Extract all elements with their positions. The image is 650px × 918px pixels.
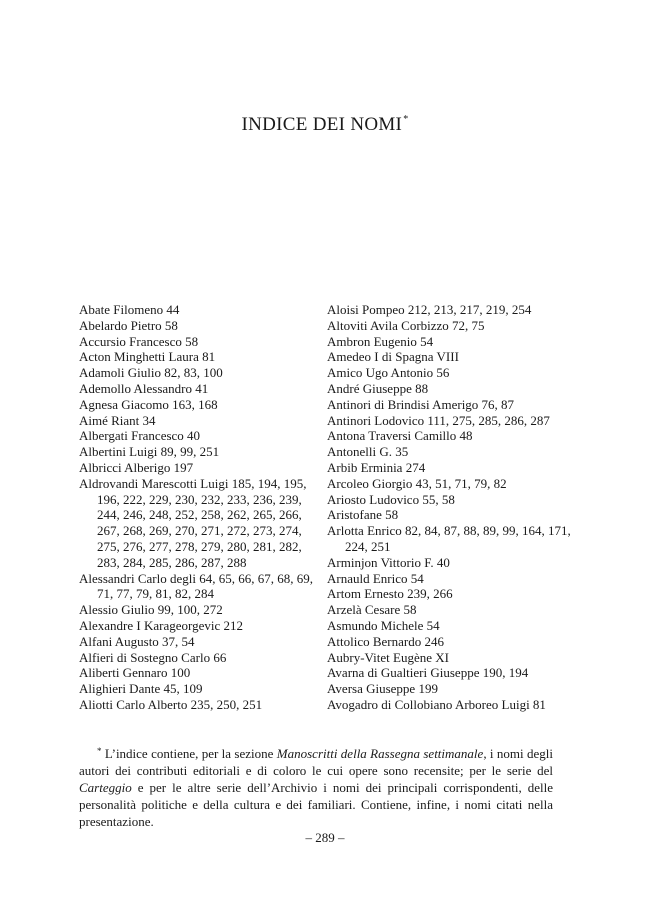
index-entry: Aliotti Carlo Alberto 235, 250, 251 (79, 696, 263, 712)
index-entry: Attolico Bernardo 246 (327, 633, 444, 649)
index-entry: Alessandri Carlo degli 64, 65, 66, 67, 68, 69, 71, 77, 79, 81, 82, 284 (79, 570, 313, 602)
index-column-left (79, 302, 319, 713)
index-entry: Abate Filomeno 44 (79, 302, 180, 317)
index-entry: Antinori Lodovico 111, 275, 285, 286, 287 (327, 412, 550, 428)
index-entry: Adamoli Giulio 82, 83, 100 (79, 365, 223, 381)
index-entry: Antona Traversi Camillo 48 (327, 428, 473, 444)
footnote-italic-2: Carteggio (79, 780, 132, 795)
index-entry: Aliberti Gennaro 100 (79, 665, 191, 681)
index-entry: Alfani Augusto 37, 54 (79, 633, 195, 649)
index-entry: Arminjon Vittorio F. 40 (327, 554, 450, 570)
index-entry: Avarna di Gualtieri Giuseppe 190, 194 (327, 665, 529, 681)
index-entry: Ademollo Alessandro 41 (79, 380, 209, 396)
page-title (0, 114, 650, 136)
index-entry: Amedeo I di Spagna VIII (327, 349, 459, 365)
index-entry: Alexandre I Karageorgevic 212 (79, 617, 243, 633)
index-entry: Acton Minghetti Laura 81 (79, 349, 216, 365)
index-entry: Altoviti Avila Corbizzo 72, 75 (327, 317, 485, 333)
index-entry: Accursio Francesco 58 (79, 333, 199, 349)
index-entry: Arlotta Enrico 82, 84, 87, 88, 89, 99, 164, 171, 224, 251 (327, 523, 571, 554)
index-entry: André Giuseppe 88 (327, 380, 429, 396)
index-entry: Aubry-Vitet Eugène XI (327, 649, 449, 665)
index-entry: Ambron Eugenio 54 (327, 333, 434, 349)
footnote-mark: * (97, 746, 102, 756)
index-entry: Arnauld Enrico 54 (327, 570, 424, 586)
index-entry: Amico Ugo Antonio 56 (327, 365, 450, 381)
index-entry: Avogadro di Collobiano Arboreo Luigi 81 (327, 696, 546, 712)
index-entry: Ariosto Ludovico 55, 58 (327, 491, 455, 507)
index-entry: Abelardo Pietro 58 (79, 317, 178, 333)
index-entry: Arcoleo Giorgio 43, 51, 71, 79, 82 (327, 475, 507, 491)
index-entry: Agnesa Giacomo 163, 168 (79, 396, 218, 412)
index-entry: Antonelli G. 35 (327, 444, 409, 460)
index-entry: Aldrovandi Marescotti Luigi 185, 194, 195, 196, 222, 229, 230, 232, 233, 236, 239, 244, 246, 248, 252, 258, 262, 265, 266, 267, 268, 269, 270, 271, 272, 273, 274, 275, 276, 277, 278, 279, 280, 281, 282, 283, 284, 285, 286, 287, 288 (79, 475, 307, 570)
index-entry: Arzelà Cesare 58 (327, 602, 417, 618)
footnote-italic-1: Manoscritti della Rassegna settimanale (276, 746, 484, 761)
index-entry: Albricci Alberigo 197 (79, 459, 194, 475)
index-entry: Albertini Luigi 89, 99, 251 (79, 444, 220, 460)
index-entry: Aristofane 58 (327, 507, 399, 523)
index-entry: Artom Ernesto 239, 266 (327, 586, 453, 602)
footnote-text-1: L’indice contiene, per la sezione (101, 746, 277, 761)
index-entry: Alfieri di Sostegno Carlo 66 (79, 649, 227, 665)
index-entry: Aloisi Pompeo 212, 213, 217, 219, 254 (327, 302, 532, 317)
index-entry: Asmundo Michele 54 (327, 617, 440, 633)
footnote-text-3: e per le altre serie dell’Archivio i nomi dei principali corrispondenti, delle personalità politiche e della cultura e dei familiari. Contiene, infine, i nomi citati nella presentazione. (79, 780, 553, 829)
page-number: – 289 – (305, 830, 345, 845)
index-entry: Alessio Giulio 99, 100, 272 (79, 602, 223, 618)
footnote-text-2: , i nomi degli autori dei contributi editoriali e di coloro le cui opere sono recensite; per le serie del (79, 746, 553, 778)
index-entry: Arbib Erminia 274 (327, 459, 426, 475)
index-entry: Albergati Francesco 40 (79, 428, 201, 444)
index-entry: Aimé Riant 34 (79, 412, 156, 428)
footnote (79, 743, 553, 830)
index-column-right (327, 302, 575, 713)
title-footnote-mark: * (403, 114, 409, 125)
index-entry: Antinori di Brindisi Amerigo 76, 87 (327, 396, 515, 412)
title-text: INDICE DEI NOMI (241, 114, 403, 135)
index-entry: Alighieri Dante 45, 109 (79, 681, 203, 697)
index-entry: Aversa Giuseppe 199 (327, 681, 438, 697)
